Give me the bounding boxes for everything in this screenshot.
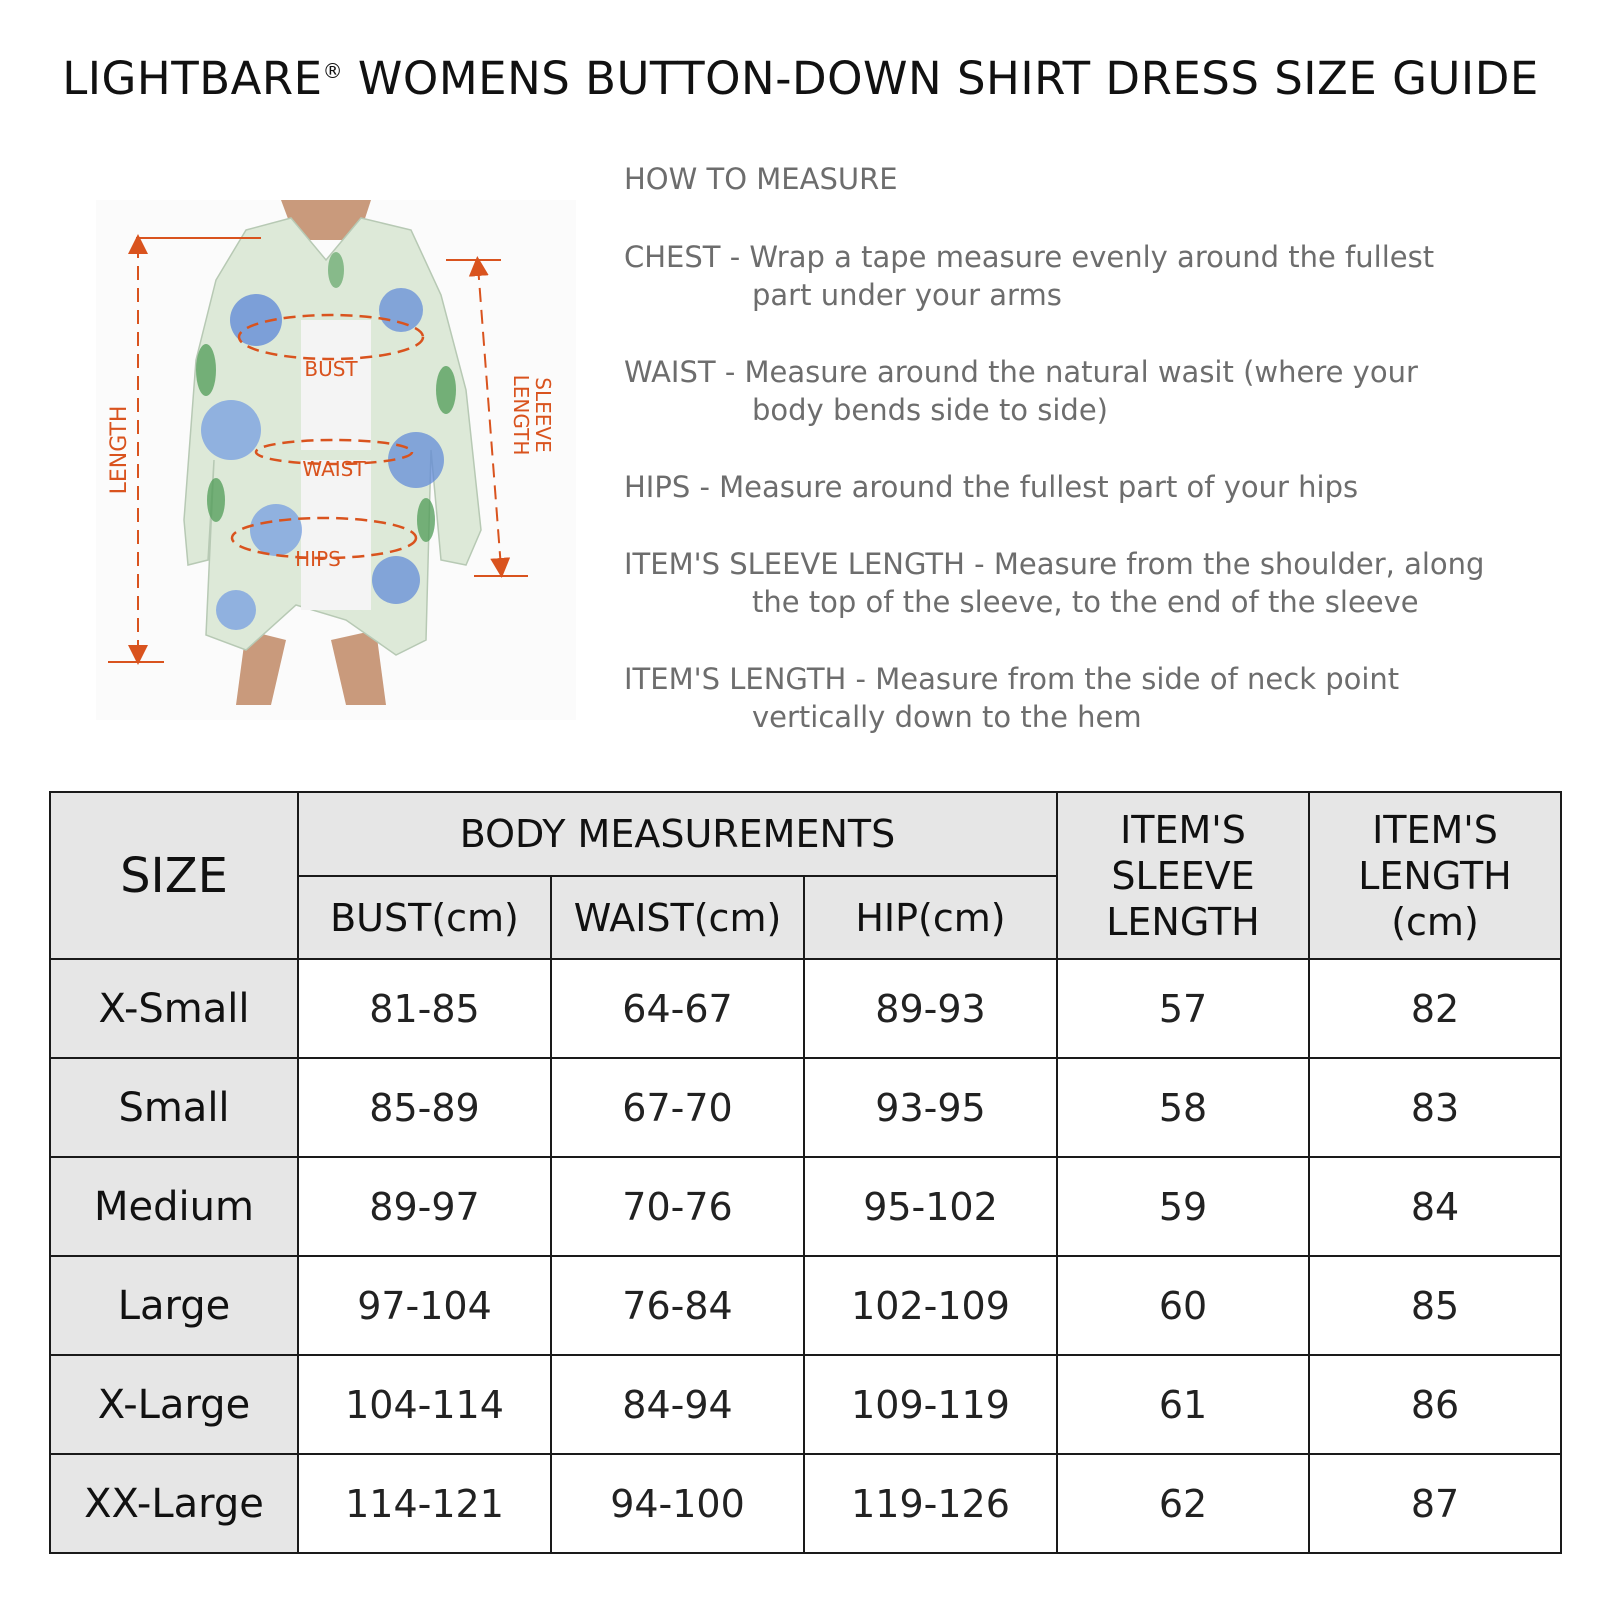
size-label-cell: XX-Large [50, 1454, 298, 1553]
measure-item-line: ITEM'S LENGTH - Measure from the side of neck point [624, 662, 1400, 696]
sleeve-label-line1: SLEEVE [531, 377, 555, 453]
table-row [50, 1058, 1561, 1157]
header-sleeve-length [1057, 792, 1309, 959]
header-waist: WAIST(cm) [551, 876, 804, 959]
length-value-cell: 84 [1309, 1157, 1561, 1256]
table-row [50, 1256, 1561, 1355]
size-label-cell: Small [50, 1058, 298, 1157]
header-item-length [1309, 792, 1561, 959]
inner-shorts [301, 460, 371, 610]
bust-label: BUST [304, 357, 358, 381]
hip-value-cell: 95-102 [804, 1157, 1057, 1256]
waist-label: WAIST [302, 457, 366, 481]
length-label: LENGTH [107, 405, 132, 495]
header-length-line: LENGTH [1358, 853, 1512, 898]
hip-value-cell: 119-126 [804, 1454, 1057, 1553]
table-header-row [50, 792, 1561, 876]
length-value-cell: 83 [1309, 1058, 1561, 1157]
hip-value-cell: 93-95 [804, 1058, 1057, 1157]
hip-value-cell: 89-93 [804, 959, 1057, 1058]
table-row [50, 1454, 1561, 1553]
measure-item-length [624, 660, 1399, 736]
measure-item-line: the top of the sleeve, to the end of the sleeve [752, 585, 1419, 619]
sleeve-value-cell: 62 [1057, 1454, 1309, 1553]
measure-item-sleeve-length [624, 545, 1484, 621]
brand-name: LIGHTBARE [62, 52, 323, 105]
sleeve-value-cell: 58 [1057, 1058, 1309, 1157]
bust-value-cell: 85-89 [298, 1058, 551, 1157]
bust-value-cell: 81-85 [298, 959, 551, 1058]
header-size: SIZE [50, 792, 298, 959]
table-row [50, 1157, 1561, 1256]
bust-value-cell: 104-114 [298, 1355, 551, 1454]
measure-item-waist [624, 353, 1418, 429]
hip-value-cell: 102-109 [804, 1256, 1057, 1355]
header-hip: HIP(cm) [804, 876, 1057, 959]
measure-item-line: HIPS - Measure around the fullest part of your hips [624, 470, 1359, 504]
header-bust: BUST(cm) [298, 876, 551, 959]
hips-label: HIPS [295, 547, 341, 571]
bust-value-cell: 89-97 [298, 1157, 551, 1256]
size-label-cell: X-Large [50, 1355, 298, 1454]
sleeve-value-cell: 61 [1057, 1355, 1309, 1454]
measure-item-line: vertically down to the hem [752, 700, 1142, 734]
size-chart-table [49, 791, 1562, 1554]
sleeve-value-cell: 60 [1057, 1256, 1309, 1355]
measure-item-line: body bends side to side) [752, 393, 1109, 427]
header-body-measurements: BODY MEASUREMENTS [298, 792, 1057, 876]
header-sleeve-line: LENGTH [1106, 899, 1260, 944]
inner-top [301, 320, 371, 450]
length-value-cell: 82 [1309, 959, 1561, 1058]
header-length-line: ITEM'S [1372, 807, 1498, 852]
registered-mark: ® [322, 59, 344, 83]
table-row [50, 1355, 1561, 1454]
header-sleeve-line: SLEEVE [1111, 853, 1255, 898]
length-value-cell: 87 [1309, 1454, 1561, 1553]
sleeve-label-line2: LENGTH [509, 374, 533, 456]
length-value-cell: 86 [1309, 1355, 1561, 1454]
bust-value-cell: 97-104 [298, 1256, 551, 1355]
waist-value-cell: 84-94 [551, 1355, 804, 1454]
measure-item-hips [624, 468, 1358, 506]
model-measurement-illustration [96, 200, 576, 720]
header-length-line: (cm) [1391, 899, 1479, 944]
waist-value-cell: 67-70 [551, 1058, 804, 1157]
sleeve-value-cell: 57 [1057, 959, 1309, 1058]
table-body [50, 959, 1561, 1553]
measure-item-line: ITEM'S SLEEVE LENGTH - Measure from the shoulder, along [624, 547, 1485, 581]
waist-value-cell: 94-100 [551, 1454, 804, 1553]
size-label-cell: Large [50, 1256, 298, 1355]
header-sleeve-line: ITEM'S [1120, 807, 1246, 852]
size-label-cell: X-Small [50, 959, 298, 1058]
measure-item-line: WAIST - Measure around the natural wasit (where your [624, 355, 1418, 389]
length-value-cell: 85 [1309, 1256, 1561, 1355]
waist-value-cell: 70-76 [551, 1157, 804, 1256]
waist-value-cell: 64-67 [551, 959, 804, 1058]
size-label-cell: Medium [50, 1157, 298, 1256]
measure-item-chest [624, 238, 1434, 314]
sleeve-value-cell: 59 [1057, 1157, 1309, 1256]
page-title [0, 52, 1601, 105]
table-row [50, 959, 1561, 1058]
title-text: WOMENS BUTTON-DOWN SHIRT DRESS SIZE GUIDE [357, 52, 1539, 105]
hip-value-cell: 109-119 [804, 1355, 1057, 1454]
measure-item-line: part under your arms [752, 278, 1062, 312]
waist-value-cell: 76-84 [551, 1256, 804, 1355]
how-to-measure-heading: HOW TO MEASURE [624, 162, 898, 196]
bust-value-cell: 114-121 [298, 1454, 551, 1553]
measure-item-line: CHEST - Wrap a tape measure evenly around the fullest [624, 240, 1435, 274]
